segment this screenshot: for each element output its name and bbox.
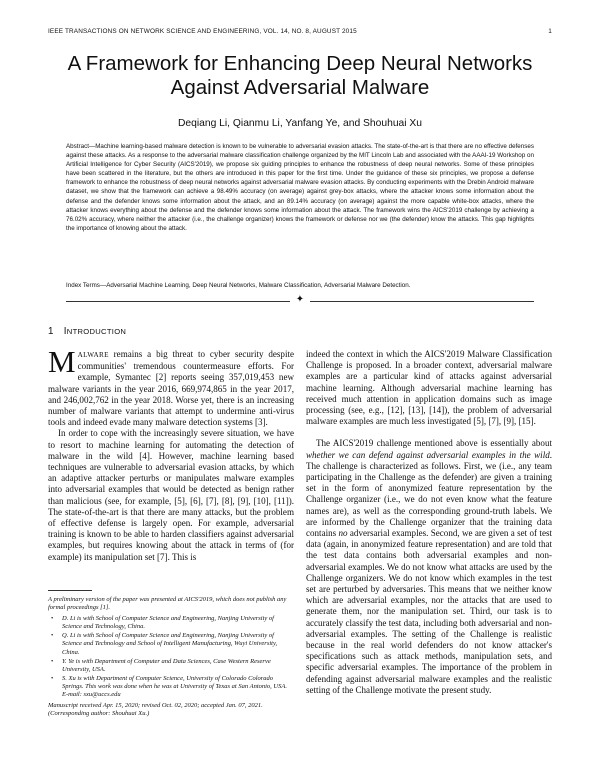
- divider-line-right: [310, 301, 534, 302]
- affiliation-item: • S. Xu is with Department of Computer Science, University of Colorado Colorado Springs. This work was done when he was at University of Texas at San Antonio, USA. E-mail: sxu@uccs.edu: [51, 674, 287, 699]
- footnote-manuscript: Manuscript received Apr. 15, 2020; revised Oct. 02, 2020; accepted Jan. 07, 2021. (Corresponding author: Shouhuai Xu.): [48, 702, 263, 718]
- bullet-icon: •: [51, 615, 54, 623]
- running-head: [48, 28, 552, 38]
- left-column: [48, 344, 294, 563]
- affiliation-list: [48, 615, 294, 699]
- section-number: 1: [48, 326, 54, 337]
- section-divider: [66, 294, 534, 306]
- section-title-initial: I: [63, 326, 67, 337]
- journal-header: IEEE TRANSACTIONS ON NETWORK SCIENCE AND ENGINEERING, VOL. 14, NO. 8, AUGUST 2015: [48, 28, 357, 35]
- right-column: [306, 349, 552, 696]
- affiliation-item: • Q. Li is with School of Computer Science and Engineering, Nanjing University of Science and Technology and School of Intelligent Manufacturing, Wuyi University, China.: [51, 632, 278, 656]
- intro-paragraph-1: [48, 344, 294, 428]
- divider-line-left: [66, 301, 290, 302]
- abstract-text: —Machine learning-based malware detection is known to be vulnerable to adversarial evasion attacks. The state-of-the-art is that there are no effective defenses against these attacks. As a response to the adversarial malware classification challenge organized by the MIT Lincoln Lab and associated with the AAAI-19 Workshop on Artificial Intelligence for Cyber Security (AICS'2019), we propose six guiding principles to enhance the robustness of deep neural networks. Some of these principles have been scattered in the literature, but the others are introduced in this paper for the first time. Under the guidance of these six principles, we propose a defense framework to enhance the robustness of deep neural networks against adversarial malware evasion attacks. By conducting experiments with the Drebin Android malware dataset, we show that the framework can achieve a 98.49% accuracy (on average) against grey-box attacks, where the attacker knows some information about the defense and the defender knows some information about the attack, and an 89.14% accuracy (on average) against the more capable white-box attacks, where the attacker knows everything about the defense and the defender knows some information about the attack. The framework wins the AICS'2019 challenge by achieving a 76.02% accuracy, where neither the attacker (i.e., the challenge organizer) knows the framework or defense nor we (the defender) know the attacks. This gap highlights the importance of knowing about the attack.: [66, 143, 534, 232]
- page-number: 1: [548, 28, 552, 35]
- intro-paragraph-3: indeed the context in which the AICS'2019 Malware Classification Challenge is proposed. In a broader context, adversarial malware examples are a particular kind of attacks against adversarial machine learning. Although adversarial machine learning has received much attention in application domains such as image processing (see, e.g., [12], [13], [14]), the problem of adversarial malware examples are much less investigated [5], [7], [9], [15].: [306, 349, 552, 427]
- drop-cap-smallcaps: ALWARE: [77, 351, 109, 359]
- section-title-rest: NTRODUCTION: [66, 327, 127, 336]
- index-terms-text: —Adversarial Machine Learning, Deep Neural Networks, Malware Classification, Adversarial Malware Detection.: [99, 282, 411, 289]
- drop-cap: M: [48, 344, 76, 379]
- affiliation-item: • D. Li is with School of Computer Science and Engineering, Nanjing University of Science and Technology, China.: [51, 615, 274, 631]
- bullet-icon: •: [51, 674, 54, 682]
- abstract-label: Abstract: [66, 143, 89, 150]
- bullet-icon: •: [51, 632, 54, 640]
- intro-paragraph-4: The AICS'2019 challenge mentioned above is essentially about whether we can defend against adversarial examples in the wild. The challenge is characterized as follows. First, we (i.e., any team participating in the Challenge as the defender) are given a training set in the form of anonymized feature representation by the Challenge organizer (i.e., we do not even know what the feature names are), as well as the corresponding ground-truth labels. We are informed by the Challenge organizer that the training data contains no adversarial examples. Second, we are given a set of test data (again, in anonymized feature representation) and are told that the test data contains both adversarial examples and non-adversarial examples. We do not know what attacks are used by the Challenge organizers. We do not know which examples in the test set are perturbed by adversaries. This means that we neither know which are adversarial examples, nor the attacks that are used to generate them, nor the manipulation set. Third, our task is to accurately classify the test data, including both adversarial and non-adversarial examples. The setting of the Challenge is realistic because in the real world defenders do not know attacker's specifications such as attack methods, manipulation sets, and specific adversarial examples. The importance of the problem in defending against adversarial malware examples and the realistic setting of the Challenge motivate the present study.: [306, 438, 552, 695]
- index-terms-label: Index Terms: [66, 282, 100, 289]
- divider-ornament-icon: ✦: [295, 294, 305, 305]
- footnote-preliminary: A preliminary version of the paper was presented at AICS'2019, which does not publish any formal proceedings [1].: [48, 596, 287, 612]
- section-heading-introduction: [48, 326, 126, 337]
- emphasis-text: no: [338, 528, 348, 539]
- intro-paragraph-1-text: remains a big threat to cyber security despite communities' tremendous countermeasure efforts. For example, Symantec [2] reports seeing 357,019,453 new malware variants in the year 2016, 669,974,865 in the year 2017, and 246,002,762 in the year 2018. Worse yet, there is an increasing number of malware variants that attempt to undermine anti-virus tools and indeed evade many malware detection systems [3].: [48, 349, 294, 428]
- intro-paragraph-2: In order to cope with the increasingly severe situation, we have to resort to machine learning for automating the detection of malware in the wild [4]. However, machine learning based techniques are vulnerable to adversarial evasion attacks, by which an adaptive attacker perturbs or manipulates malware examples into adversarial examples that would be detected as benign rather than malicious (see, for example, [5], [6], [7], [8], [9], [10], [11]). The state-of-the-art is that there are many attacks, but the problem of effective defense is largely open. For example, adversarial training is known to be able to harden classifiers against adversarial examples, but requires knowing about the attack in terms of (for example) its manipulation set [7]. This is: [48, 428, 294, 562]
- paper-title: A Framework for Enhancing Deep Neural Networks Against Adversarial Malware: [67, 52, 533, 99]
- abstract: [66, 142, 534, 233]
- bullet-icon: •: [51, 657, 54, 665]
- footnote-rule: [48, 590, 92, 591]
- affiliation-item: • Y. Ye is with Department of Computer and Data Sciences, Case Western Reserve University, USA.: [51, 657, 271, 673]
- author-list: Deqiang Li, Qianmu Li, Yanfang Ye, and Shouhuai Xu: [177, 118, 423, 129]
- index-terms: [66, 281, 534, 290]
- emphasis-text: whether we can defend against adversarial examples in the wild: [306, 449, 550, 460]
- footnotes: [48, 596, 294, 721]
